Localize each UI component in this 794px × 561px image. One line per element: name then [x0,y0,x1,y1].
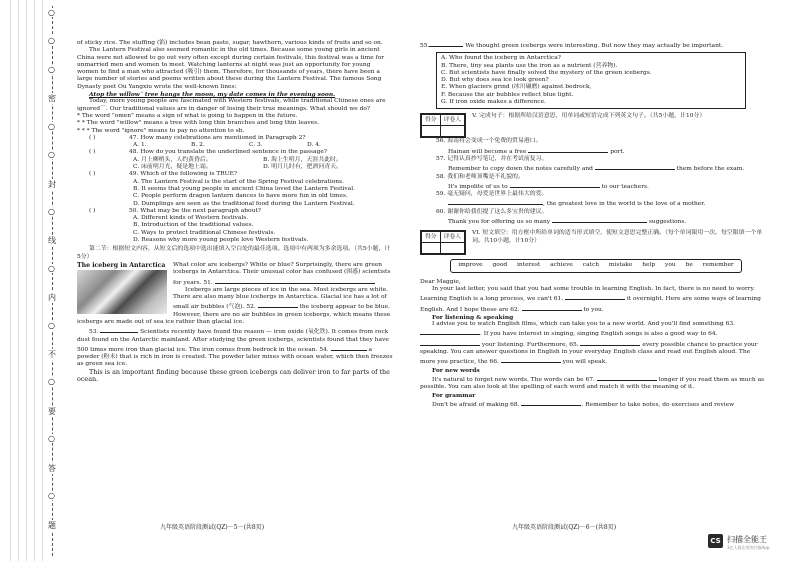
option-d: D. 4. [307,142,321,149]
page-footer: 九年级英语阶段测试(QZ)－6－(共8页) [512,524,617,531]
score-box: 得分 评卷人 [420,113,466,138]
options-48-row2 [77,164,393,171]
options-box [436,52,746,109]
blank-68[interactable] [521,399,581,406]
blank-51[interactable] [215,277,375,284]
blank-65[interactable] [580,339,640,346]
answer-slot-50[interactable]: ( ) [89,207,96,214]
passage-paragraph: Today, more young people are fascinated with Western festivals, while traditional Chinese ones are ignored¨¨. Our traditional values are in danger of losing their true meanings. What should we do? [77,98,386,112]
option-d: D. 明月几时有，把酒问青天。 [263,164,342,171]
option-d: D. Reasons why more young people love Western festivals. [133,237,309,244]
letter-paragraph: In your last letter, you said that you had some trouble in learning English. In fact, there is no need to worry. Learning English is a long process, we can't 61. it overnight. Here are some ways of learning English. And I hope these are 62. to you. [420,285,761,313]
word-bank: improve good interest achieve catch mistake help you be remember [450,259,742,272]
question-stem: 47. How many celebrations are mentioned in Paragraph 2? [129,134,306,141]
binding-mark: 不 [48,350,56,360]
footnote: * The word "omen" means a sign of what is going to happen in the future. [77,112,298,119]
option-a: A. Who found the iceberg in Antarctica? [441,55,561,62]
binding-mark: 密 [48,94,56,104]
binding-mark: 题 [48,520,56,530]
blank-66[interactable] [501,356,561,363]
blank-58[interactable] [510,181,600,188]
blank-52[interactable] [258,301,298,308]
option-e: E. When glaciers grind (冰川碾磨) against bedrock, [441,84,592,91]
binding-mark: ○ [48,320,55,330]
en-sentence: Thank you for offering us so many suggestions. [436,216,766,226]
letter-heading: For grammar [432,391,476,399]
passage-line: of sticky rice. The stuffing (馅) includes bean paste, sugar, hawthorn, various kinds of fruits and so on. [77,40,383,46]
left-page [77,40,393,383]
binding-mark: ○ [48,206,55,216]
option-a: A. 月上柳梢头，人约黄昏后。 [133,156,212,163]
cn-prompt: 58. 我们和老师顶嘴是不礼貌的。 [436,173,524,180]
passage-paragraph: This is an important finding because these green icebergs can deliver iron to far parts of the ocean. [77,367,390,384]
letter-paragraph: It's natural to forget new words. The words can be 67. longer if you read them as much as possible. You can also look at the spelling of each word and match it with the meaning of it. [420,374,766,392]
binding-mark: ○ [48,64,55,74]
right-page [420,40,766,409]
binding-mark: ○ [48,8,55,17]
cn-prompt: 57. 记得认真抄写笔记，并在考试前复习。 [436,155,548,162]
question-49 [77,171,393,178]
option-f: F. Because the air bubbles reflect blue light. [441,91,574,98]
options-47 [77,142,393,149]
section-5-title: V. 完成句子：根据所给汉语意思，用单词或短语完成下列英文句子。（共5小题，计10分） [472,113,706,120]
option-a: A. 1. [133,142,147,149]
binding-mark: 线 [48,236,56,246]
option-a: A. The Lantern Festival is the start of the Spring Festival celebrations. [133,178,344,185]
option-d: D. Dumplings are seen as the traditional food during the Lantern Festival. [133,200,355,207]
blank-63[interactable] [420,328,480,335]
binding-mark: 要 [48,406,56,416]
letter-heading: For new words [432,366,480,374]
en-sentence: It's impolite of us to to our teachers. [436,181,766,191]
passage-paragraph: 53. Scientists recently have found the reason — iron oxide (氧化铁). It comes from rock dust found on the Antarctic mainland. After studying the green icebergs, scientists found that they have 500 times more iron than glacial ice. The iron comes from bedrock in the ocean. 54. a powder (粉末) that is rich in iron is created. The powder later mixes with ocean water, which then freezes as green sea ice. [77,326,393,368]
option-g: G. If iron oxide makes a difference. [441,99,546,106]
binding-mark: ○ [48,491,55,501]
letter-paragraph: Don't be afraid of making 68. . Remember to take notes, do exercises and review [420,399,766,409]
cn-prompt: 56. 海南将会变成一个免费的贸易港口。 [436,138,542,145]
question-48 [77,149,393,156]
en-sentence: , the greatest love in the world is the love of a mother. [436,198,766,208]
binding-mark: ○ [48,36,55,46]
binding-mark: 内 [48,293,56,303]
option-c: C. 3. [249,142,263,149]
option-a: A. Different kinds of Western festivals. [133,215,249,222]
salutation: Dear Maggie, [420,278,461,285]
section-6-title: VI. 短文填空：用方框中所给单词的适当形式填空，使短文意思完整正确。（每个单词限用一次。每空限填一个单词。共10小题，计10分） [472,230,763,244]
option-c: C. Ways to protect traditional Chinese festivals. [133,229,276,236]
option-b: B. 2. [191,142,205,149]
section-5-header [420,113,766,138]
blank-57[interactable] [595,163,675,170]
letter-heading: For listening & speaking [432,313,514,321]
option-b: B. 海上生明月，天涯共此时。 [263,156,342,163]
answer-slot-49[interactable]: ( ) [89,171,96,178]
option-b: B. Introduction of the traditional values. [133,222,254,229]
blank-59[interactable] [448,198,543,205]
blank-53[interactable] [100,326,138,333]
underlined-sentence: Atop the willow¨ tree hangs the moon, my date comes in the evening soon. [89,91,336,99]
cn-prompt: 60. 谢谢你给我们提了这么多宝贵的建议。 [436,208,548,215]
section-2-heading: 第二节：根据短文内容，从短文后的选项中选出能填入空白处的最佳选项。选项中有两项为多余选项。（共5小题，计5分） [77,246,391,260]
question-stem: 49. Which of the following is TRUE? [129,171,238,178]
option-b: B. It seems that young people in ancient China loved the Lantern Festival. [133,185,355,192]
blank-60[interactable] [552,216,647,223]
option-d: D. But why does sea ice look green? [441,77,549,84]
footnote: * * * The word "ignore" means to pay no attention to sb. [77,127,245,134]
camscanner-logo: CS [708,534,723,548]
question-47 [77,135,393,142]
question-stem: 50. What may be the next paragraph about? [129,207,261,214]
blank-55[interactable] [429,40,463,47]
options-48-row1 [77,157,393,164]
en-sentence: Remember to copy down the notes carefully and them before the exam. [436,163,766,173]
passage-paragraph: Icebergs are large pieces of ice in the sea. Most icebergs are white. There are also many blue icebergs in Antarctica. Glacial ice has a lot of small air bubbles (气泡). 52. the iceberg appear to be blue. However, there are no air bubbles in green icebergs, which means these icebergs are made out of sea ice rather than glacial ice. [77,286,391,325]
cn-prompt: 59. 毫无疑问，母爱是世界上最伟大的爱。 [436,191,548,198]
score-box: 得分 评卷人 [420,230,466,255]
binding-margin [0,0,58,561]
binding-mark: ○ [48,150,55,160]
letter-paragraph: I advise you to watch English films, which can take you to a new world. And you'll find something 63. . If you have interest in singing, singing English songs is also a good way to 64. your listening. Furthermore, 65. every possible chance to practice your speaking. You can answer questions in English in your everyday English class and read out English aloud. The more you practice, the 66. you will speak. [420,321,758,366]
answer-slot-48[interactable]: ( ) [89,149,96,156]
blank-62[interactable] [522,304,582,311]
binding-mark: 封 [48,179,56,189]
watermark-name: 扫描全能王 [727,535,767,544]
iceberg-passage [77,262,393,383]
option-c: C. 床前明月光，疑是地上霜。 [133,164,212,171]
question-stem: 48. How do you translate the underlined sentence in the passage? [129,149,328,156]
option-c: C. But scientists have finally solved the mystery of the green icebergs. [441,69,652,76]
passage-paragraph: The Lantern Festival also seemed romantic in the old times. Because some young girls in ancient China were not allowed to go out very often except during certain festivals, this festival was a time for unmarried men and women to meet. Watching lanterns at night was just an opportunity for young women to find a man who attracted (吸引) them. Therefore, for thousands of years, there have been a large number of stories and poems written about these during the Lantern Festival. The famous Song Dynasty poet Ou Yangxiu wrote the well-known lines: [77,47,385,90]
en-sentence: Hainan will become a free port. [436,146,766,156]
watermark-sub: 3亿人都在用的扫描App [727,545,770,550]
iceberg-photo [77,270,167,314]
passage-paragraph: What color are icebergs? White or blue? Surprisingly, there are green icebergs in Antarctica. Their unusual color has confused (困惑) scientists for years. 51. [173,261,391,286]
question-50 [77,208,393,215]
section-5 [420,138,766,226]
page-footer: 九年级英语阶段测试(QZ)－5－(共8页) [160,524,265,531]
binding-mark: ○ [48,377,55,387]
answer-slot-47[interactable]: ( ) [89,134,96,141]
option-c: C. People perform dragon lantern dances to have more fun in old times. [133,193,348,200]
blank-56[interactable] [528,146,608,153]
footnote: * * The word "willow" means a tree with long thin branches and long thin leaves. [77,120,320,127]
binding-mark: ○ [48,263,55,273]
blank-64[interactable] [420,339,480,346]
binding-mark: ○ [48,434,55,444]
blank-61[interactable] [565,293,625,300]
passage-title: The iceberg in Antarctica [77,261,166,269]
option-b: B. There, tiny sea plants use the iron as a nutrient (营养物). [441,62,618,69]
section-6-header [420,230,766,255]
question-55: 55. We thought green icebergs were interesting. But now they may actually be important. [420,40,766,50]
binding-mark: 答 [48,463,56,473]
blank-54[interactable] [331,344,367,351]
blank-67[interactable] [597,374,657,381]
binding-mark: ○ [48,121,55,131]
